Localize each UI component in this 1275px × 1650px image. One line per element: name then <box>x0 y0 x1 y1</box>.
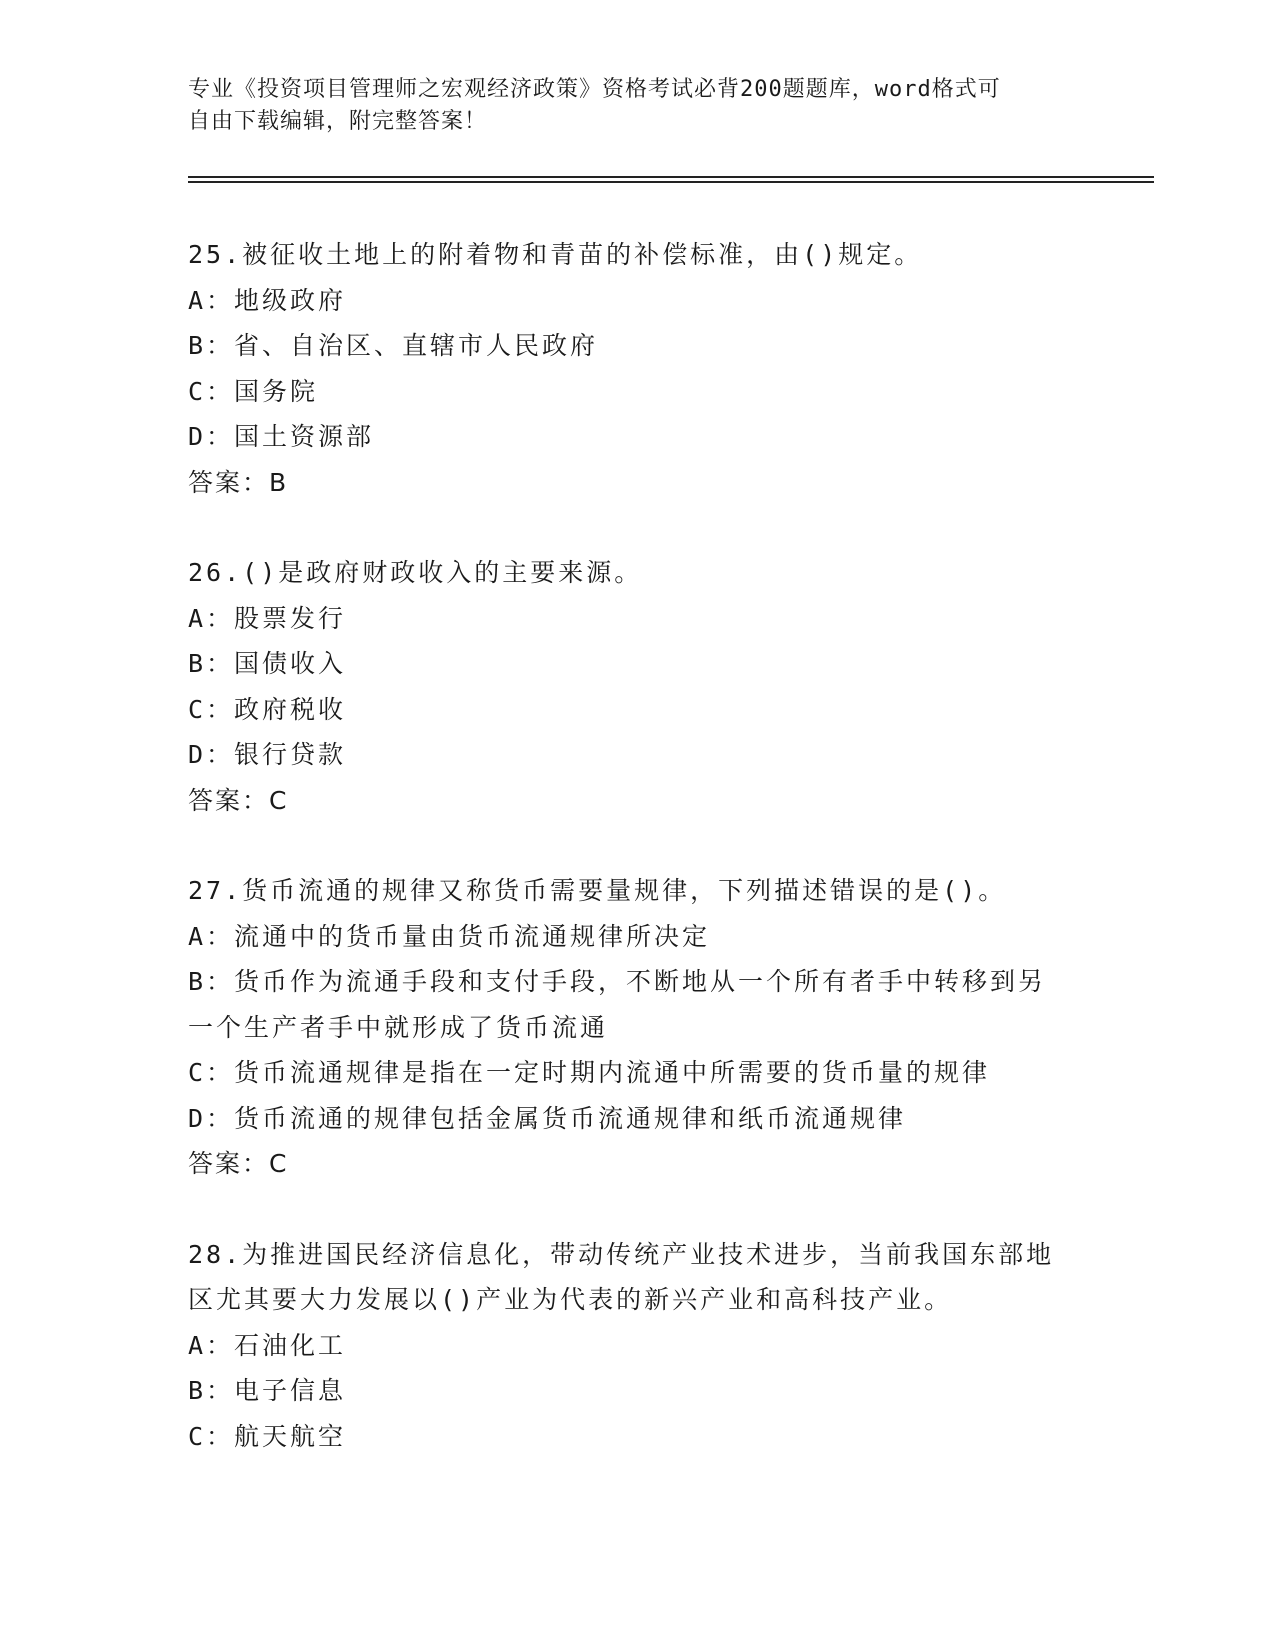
option-b: B：国债收入 <box>188 649 347 678</box>
option-d: D：银行贷款 <box>188 740 347 769</box>
question-list <box>188 232 1088 1504</box>
option-b: B：省、自治区、直辖市人民政府 <box>188 331 599 360</box>
option-b: B：电子信息 <box>188 1376 347 1405</box>
question-item <box>188 1232 1088 1460</box>
option-b-continued: 一个生产者手中就形成了货币流通 <box>188 1012 609 1042</box>
question-stem: 26.()是政府财政收入的主要来源。 <box>188 558 643 587</box>
option-c: C：航天航空 <box>188 1421 347 1451</box>
option-d: D：货币流通的规律包括金属货币流通规律和纸币流通规律 <box>188 1103 907 1133</box>
option-c: C：国务院 <box>188 376 319 406</box>
option-b: B：货币作为流通手段和支付手段，不断地从一个所有者手中转移到另 <box>188 967 1047 996</box>
option-a: A：股票发行 <box>188 603 347 633</box>
option-a: A：地级政府 <box>188 285 347 315</box>
question-stem: 28.为推进国民经济信息化，带动传统产业技术进步，当前我国东部地 <box>188 1239 1055 1269</box>
header-rule-bottom <box>188 181 1154 183</box>
option-c: C：货币流通规律是指在一定时期内流通中所需要的货币量的规律 <box>188 1058 991 1087</box>
document-header <box>188 74 1068 138</box>
option-c: C：政府税收 <box>188 694 347 724</box>
question-item <box>188 550 1088 823</box>
answer-line: 答案：C <box>188 1149 289 1178</box>
option-a: A：流通中的货币量由货币流通规律所决定 <box>188 921 711 951</box>
header-line-1: 专业《投资项目管理师之宏观经济政策》资格考试必背200题题库，word格式可 <box>188 77 1001 102</box>
question-item <box>188 868 1088 1187</box>
option-d: D：国土资源部 <box>188 422 375 451</box>
question-stem: 27.货币流通的规律又称货币需要量规律，下列描述错误的是()。 <box>188 876 1007 905</box>
header-line-2: 自由下载编辑，附完整答案！ <box>188 109 488 134</box>
header-rule-top <box>188 176 1154 178</box>
answer-line: 答案：C <box>188 785 289 815</box>
answer-line: 答案：B <box>188 467 289 497</box>
question-item <box>188 232 1088 505</box>
question-stem: 25.被征收土地上的附着物和青苗的补偿标准，由()规定。 <box>188 240 923 269</box>
option-a: A：石油化工 <box>188 1330 347 1360</box>
question-stem-continued: 区尤其要大力发展以()产业为代表的新兴产业和高科技产业。 <box>188 1285 953 1314</box>
